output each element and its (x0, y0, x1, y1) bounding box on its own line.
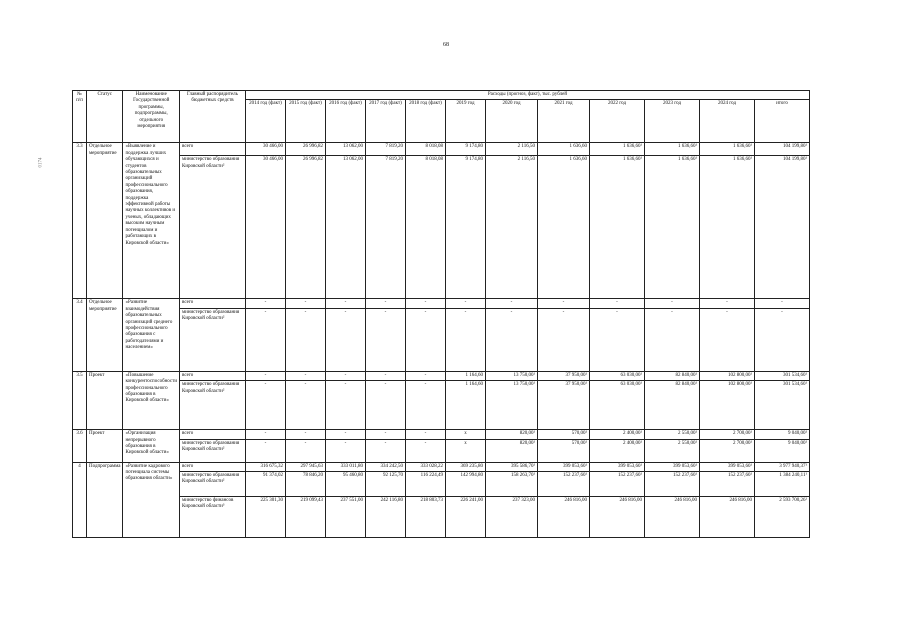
value-cell: x (445, 439, 485, 462)
value-cell: 1 636,60¹ (589, 156, 644, 299)
value-cell: 316 675,32 (245, 462, 285, 471)
section-number: 3.6 (73, 430, 87, 462)
header-year: 2024 год (699, 100, 754, 143)
value-cell: - (644, 308, 699, 371)
value-cell: - (365, 308, 405, 371)
header-year: 2017 год (факт) (365, 100, 405, 143)
table-row (73, 439, 810, 462)
value-cell: 2 116,50 (485, 143, 537, 156)
value-cell: 13 062,00 (325, 156, 365, 299)
value-cell: 102 800,00¹ (699, 371, 754, 380)
value-cell: 152 237,60¹ (644, 472, 699, 497)
value-cell: 13 062,00 (325, 143, 365, 156)
value-cell: - (754, 308, 809, 371)
header-year: итого (754, 100, 809, 143)
value-cell: 242 116,80 (365, 497, 405, 538)
value-cell: 399 053,60¹ (537, 462, 589, 471)
value-cell: 1 164,60 (445, 371, 485, 380)
value-cell: 399 053,60¹ (644, 462, 699, 471)
section-number: 3.3 (73, 143, 87, 299)
value-cell: - (325, 299, 365, 308)
admin-cell: всего (179, 462, 245, 471)
section-number: 3.4 (73, 299, 87, 371)
admin-cell: министерство образования Кировской области² (179, 439, 245, 462)
value-cell: - (245, 439, 285, 462)
value-cell: - (485, 299, 537, 308)
value-cell: 2 550,00¹ (644, 439, 699, 462)
value-cell: - (589, 308, 644, 371)
value-cell: - (325, 371, 365, 380)
value-cell: 334 242,50 (365, 462, 405, 471)
section-status: Отдельное мероприятие (87, 143, 123, 299)
value-cell: 2 550,00¹ (644, 430, 699, 439)
value-cell: 297 945,63 (285, 462, 325, 471)
section-name: «Повышение конкурентоспособности профессионального образования в Кировской области» (123, 371, 180, 429)
value-cell: 26 996,82 (285, 143, 325, 156)
value-cell: - (445, 308, 485, 371)
budget-table (72, 90, 810, 538)
header-row (73, 91, 810, 100)
value-cell: 158 263,70¹ (485, 472, 537, 497)
value-cell: - (245, 430, 285, 439)
admin-cell: всего (179, 143, 245, 156)
value-cell: 91 374,02 (245, 472, 285, 497)
header-year: 2016 год (факт) (325, 100, 365, 143)
value-cell: 2 700,00¹ (699, 430, 754, 439)
value-cell: 37 950,00¹ (537, 381, 589, 430)
value-cell: 2 116,50 (485, 156, 537, 299)
table-row (73, 462, 810, 471)
value-cell: 570,00¹ (537, 430, 589, 439)
value-cell: - (285, 381, 325, 430)
value-cell: 1 636,60¹ (589, 143, 644, 156)
header-year: 2022 год (589, 100, 644, 143)
header-year: 2015 год (факт) (285, 100, 325, 143)
value-cell: 246 816,00 (644, 497, 699, 538)
value-cell: 9 174,80 (445, 143, 485, 156)
value-cell: 820,00¹ (485, 430, 537, 439)
section-name: «Развитие кадрового потенциала системы образования области» (123, 462, 180, 537)
value-cell: 820,00¹ (485, 439, 537, 462)
header-year: 2020 год (485, 100, 537, 143)
value-cell: 9 174,80 (445, 156, 485, 299)
value-cell: 2 593 700,26¹ (754, 497, 809, 538)
value-cell: 2 400,00¹ (589, 430, 644, 439)
value-cell: - (445, 299, 485, 308)
value-cell: 1 636,60¹ (644, 143, 699, 156)
value-cell: - (589, 299, 644, 308)
value-cell: - (245, 299, 285, 308)
admin-cell: министерство образования Кировской области² (179, 308, 245, 371)
value-cell: 92 125,70 (365, 472, 405, 497)
value-cell: 570,00¹ (537, 439, 589, 462)
value-cell: 30 466,00 (245, 143, 285, 156)
value-cell: 2 400,00¹ (589, 439, 644, 462)
value-cell: 116 224,49 (405, 472, 445, 497)
header-year: 2023 год (644, 100, 699, 143)
value-cell: - (285, 308, 325, 371)
value-cell: 152 237,60¹ (537, 472, 589, 497)
section-status: Проект (87, 371, 123, 429)
table-row (73, 497, 810, 538)
value-cell: - (325, 439, 365, 462)
value-cell: - (325, 308, 365, 371)
section-name: «Выявление и поддержка лучших обучающихся и студентов образовательных организаций профессионального образования, поддержка эффективной работы научных коллективов и ученых, обладающих высоким научным потенциалом и работающих в Кировской области» (123, 143, 180, 299)
value-cell: - (365, 299, 405, 308)
section-name: «Развитие взаимодействия образовательных организаций среднего профессионального образования с работодателями и населением» (123, 299, 180, 371)
value-cell: 333 028,22 (405, 462, 445, 471)
value-cell: - (754, 299, 809, 308)
section-status: Проект (87, 430, 123, 462)
admin-cell: министерство образования Кировской области² (179, 381, 245, 430)
value-cell: 369 235,80 (445, 462, 485, 471)
value-cell: - (325, 381, 365, 430)
value-cell: - (365, 439, 405, 462)
value-cell: - (405, 371, 445, 380)
value-cell: 13 750,00¹ (485, 381, 537, 430)
value-cell: 78 846,20 (285, 472, 325, 497)
value-cell: - (245, 381, 285, 430)
value-cell: 237 323,00 (485, 497, 537, 538)
value-cell: 63 030,00¹ (589, 381, 644, 430)
value-cell: 13 750,00¹ (485, 371, 537, 380)
header-year: 2021 год (537, 100, 589, 143)
value-cell: 2 700,00¹ (699, 439, 754, 462)
table-row (73, 430, 810, 439)
section-status: Отдельное мероприятие (87, 299, 123, 371)
value-cell: - (245, 308, 285, 371)
header-name: Наименование Государственной программы, подпрограммы, отдельного мероприятия (123, 91, 180, 143)
table-row (73, 381, 810, 430)
value-cell: 82 840,00¹ (644, 381, 699, 430)
admin-cell: всего (179, 430, 245, 439)
section-number: 4 (73, 462, 87, 537)
value-cell: - (285, 439, 325, 462)
value-cell: 63 030,00¹ (589, 371, 644, 380)
value-cell: 9 040,00¹ (754, 439, 809, 462)
value-cell: 104 199,80¹ (754, 143, 809, 156)
value-cell: 142 994,80 (445, 472, 485, 497)
value-cell: - (644, 299, 699, 308)
header-year: 2018 год (факт) (405, 100, 445, 143)
value-cell: - (405, 439, 445, 462)
value-cell: 218 803,73 (405, 497, 445, 538)
value-cell: 7 819,20 (365, 156, 405, 299)
value-cell: 301 534,60¹ (754, 381, 809, 430)
value-cell: 219 099,43 (285, 497, 325, 538)
header-year: 2014 год (факт) (245, 100, 285, 143)
value-cell: 104 199,80¹ (754, 156, 809, 299)
value-cell: 226 241,00 (445, 497, 485, 538)
value-cell: - (325, 430, 365, 439)
value-cell: 225 301,30 (245, 497, 285, 538)
value-cell: 1 636,60¹ (699, 143, 754, 156)
value-cell: - (285, 430, 325, 439)
value-cell: 95 460,80 (325, 472, 365, 497)
value-cell: 246 816,00 (699, 497, 754, 538)
value-cell: 333 011,80 (325, 462, 365, 471)
side-mark: 0174 (38, 157, 44, 168)
value-cell: x (445, 430, 485, 439)
section-number: 3.5 (73, 371, 87, 429)
value-cell: - (485, 308, 537, 371)
admin-cell: всего (179, 371, 245, 380)
header-year: 2019 год (445, 100, 485, 143)
admin-cell: министерство финансов Кировской области³ (179, 497, 245, 538)
value-cell: - (405, 308, 445, 371)
admin-cell: всего (179, 299, 245, 308)
value-cell: 1 636,60 (537, 143, 589, 156)
value-cell: 3 977 940,37¹ (754, 462, 809, 471)
value-cell: - (699, 299, 754, 308)
header-status: Статус (87, 91, 123, 143)
value-cell: - (537, 308, 589, 371)
value-cell: 237 551,00 (325, 497, 365, 538)
value-cell: - (365, 430, 405, 439)
table-row (73, 371, 810, 380)
value-cell: - (285, 371, 325, 380)
value-cell: 37 950,00¹ (537, 371, 589, 380)
value-cell: 7 819,20 (365, 143, 405, 156)
value-cell: 1 164,60 (445, 381, 485, 430)
table-row (73, 143, 810, 156)
header-no: № п/п (73, 91, 87, 143)
value-cell: 102 800,00¹ (699, 381, 754, 430)
value-cell: 8 018,08 (405, 143, 445, 156)
page-number: 68 (443, 42, 449, 48)
value-cell: - (405, 430, 445, 439)
value-cell: 1 636,60 (537, 156, 589, 299)
value-cell: - (365, 371, 405, 380)
value-cell: 399 053,60¹ (589, 462, 644, 471)
value-cell: 1 636,60¹ (644, 156, 699, 299)
value-cell: - (537, 299, 589, 308)
value-cell: 301 534,60¹ (754, 371, 809, 380)
header-expenses: Расходы (прогноз, факт), тыс. рублей (245, 91, 809, 100)
admin-cell: министерство образования Кировской области² (179, 156, 245, 299)
value-cell: - (699, 308, 754, 371)
value-cell: 152 237,60¹ (699, 472, 754, 497)
value-cell: - (285, 299, 325, 308)
header-admin: Главный распорядитель бюджетных средств (179, 91, 245, 143)
value-cell: 246 816,00 (537, 497, 589, 538)
value-cell: 82 840,00¹ (644, 371, 699, 380)
section-name: «Организация непрерывного образования в Кировской области» (123, 430, 180, 462)
table-row (73, 308, 810, 371)
value-cell: - (405, 381, 445, 430)
value-cell: 8 018,08 (405, 156, 445, 299)
value-cell: - (405, 299, 445, 308)
value-cell: 1 384 240,11¹ (754, 472, 809, 497)
table-row (73, 156, 810, 299)
table-row (73, 299, 810, 308)
section-status: Подпрограмма (87, 462, 123, 537)
value-cell: 30 466,00 (245, 156, 285, 299)
value-cell: 395 586,70¹ (485, 462, 537, 471)
value-cell: - (245, 371, 285, 380)
admin-cell: министерство образования Кировской области² (179, 472, 245, 497)
value-cell: 9 040,00¹ (754, 430, 809, 439)
value-cell: 26 996,82 (285, 156, 325, 299)
value-cell: - (365, 381, 405, 430)
value-cell: 399 053,60¹ (699, 462, 754, 471)
value-cell: 246 816,00 (589, 497, 644, 538)
value-cell: 1 636,60¹ (699, 156, 754, 299)
table-row (73, 472, 810, 497)
value-cell: 152 237,60¹ (589, 472, 644, 497)
